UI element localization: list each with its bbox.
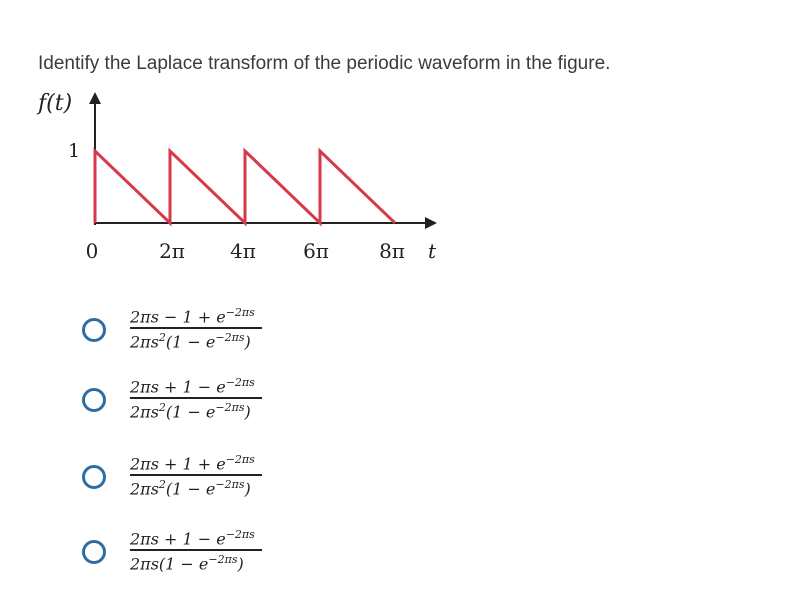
- x-tick-label: 0: [85, 239, 99, 263]
- x-tick-label: 4π: [230, 239, 256, 263]
- x-axis-arrow-icon: [425, 217, 437, 229]
- denominator: $2\pi s^2(1 - e^{-2\pi s})$: [130, 477, 251, 499]
- option-fraction: [130, 376, 262, 421]
- option-fraction: [130, 528, 262, 573]
- answer-option[interactable]: [82, 528, 342, 588]
- denominator: $2\pi s^2(1 - e^{-2\pi s})$: [130, 330, 251, 352]
- y-axis-label: f(t): [38, 91, 73, 116]
- question-text: Identify the Laplace transform of the periodic waveform in the figure.: [38, 53, 611, 74]
- denominator: $2\pi s(1 - e^{-2\pi s})$: [130, 552, 244, 574]
- numerator: $2\pi s - 1 + e^{-2\pi s}$: [130, 306, 255, 327]
- sawtooth-waveform: [95, 151, 395, 223]
- answer-option[interactable]: [82, 376, 342, 436]
- radio-button[interactable]: [82, 465, 106, 489]
- y-axis-arrow-icon: [89, 92, 101, 104]
- numerator: $2\pi s + 1 - e^{-2\pi s}$: [130, 528, 255, 549]
- fraction-bar: [130, 397, 262, 399]
- y-tick-label: 1: [68, 140, 81, 162]
- answer-option[interactable]: [82, 306, 342, 366]
- numerator: $2\pi s + 1 + e^{-2\pi s}$: [130, 453, 255, 474]
- option-fraction: [130, 306, 262, 351]
- radio-button[interactable]: [82, 318, 106, 342]
- fraction-bar: [130, 474, 262, 476]
- x-axis-label: t: [428, 239, 437, 263]
- denominator: $2\pi s^2(1 - e^{-2\pi s})$: [130, 400, 251, 422]
- x-tick-label: 2π: [159, 239, 185, 263]
- option-fraction: [130, 453, 262, 498]
- radio-button[interactable]: [82, 540, 106, 564]
- numerator: $2\pi s + 1 - e^{-2\pi s}$: [130, 376, 255, 397]
- fraction-bar: [130, 549, 262, 551]
- x-tick-label: 6π: [303, 239, 329, 263]
- radio-button[interactable]: [82, 388, 106, 412]
- fraction-bar: [130, 327, 262, 329]
- answer-option[interactable]: [82, 453, 342, 513]
- x-tick-label: 8π: [379, 239, 405, 263]
